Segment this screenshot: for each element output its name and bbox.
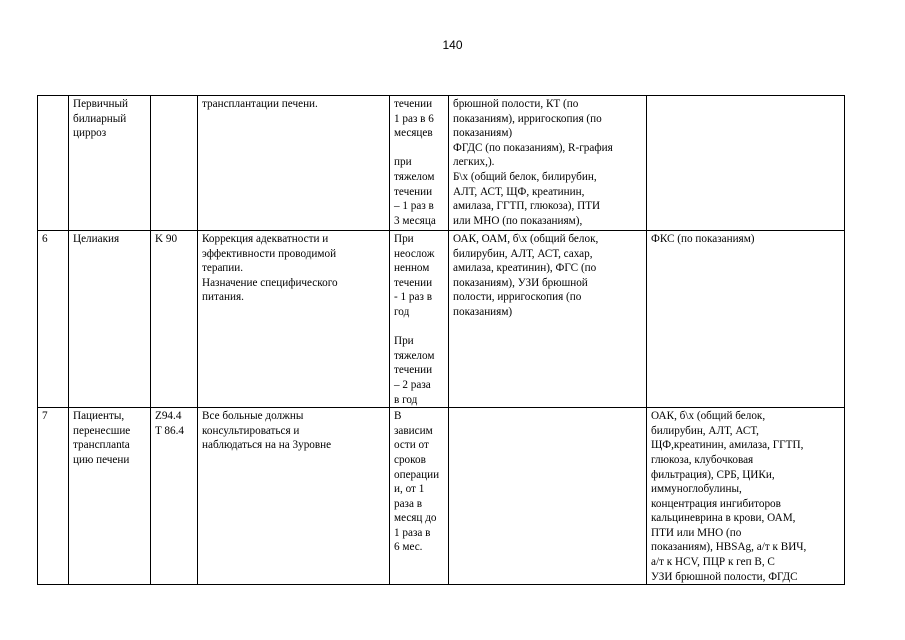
medical-observation-table: [37, 95, 845, 585]
row-number-cell: [38, 96, 69, 231]
extra-tests-cell: ФКС (по показаниям): [647, 231, 845, 408]
row-number-cell: 6: [38, 231, 69, 408]
extra-tests-cell: [647, 96, 845, 231]
row-number-cell: 7: [38, 408, 69, 585]
frequency-cell: течении 1 раз в 6 месяцев при тяжелом течении – 1 раз в 3 месяца: [390, 96, 449, 231]
icd-code-cell: [151, 96, 198, 231]
page-number: 140: [442, 38, 463, 52]
table-row: [38, 231, 845, 408]
frequency-cell: При неослож ненном течении - 1 раз в год При тяжелом течении – 2 раза в год: [390, 231, 449, 408]
extra-tests-cell: ОАК, б\х (общий белок, билирубин, АЛТ, АСТ, ЩФ,креатинин, амилаза, ГГТП, глюкоза, клубочковая фильтрация), СРБ, ЦИКи, иммуноглобулины, концентрация ингибиторов кальциневрина в крови, ОАМ, ПТИ или МНО (по показаниям), HBSAg, а/т к ВИЧ, а/т к HCV, ПЦР к геп В, С УЗИ брюшной полости, ФГДС: [647, 408, 845, 585]
tests-cell: [449, 408, 647, 585]
tests-cell: брюшной полости, КТ (по показаниям), ирригоскопия (по показаниям) ФГДС (по показаниям), R-графия легких,). Б\х (общий белок, билирубин, АЛТ, АСТ, ЩФ, креатинин, амилаза, ГГТП, глюкоза), ПТИ или МНО (по показаниям),: [449, 96, 647, 231]
icd-code-cell: Z94.4 T 86.4: [151, 408, 198, 585]
disease-cell: Целиакия: [69, 231, 151, 408]
measures-cell: Коррекция адекватности и эффективности проводимой терапии. Назначение специфического питания.: [198, 231, 390, 408]
table-row: [38, 408, 845, 585]
table-row: [38, 96, 845, 231]
tests-cell: ОАК, ОАМ, б\х (общий белок, билирубин, АЛТ, АСТ, сахар, амилаза, креатинин), ФГС (по показаниям), УЗИ брюшной полости, ирригоскопия (по показаниям): [449, 231, 647, 408]
frequency-cell: В зависим ости от сроков операции и, от 1 раза в месяц до 1 раза в 6 мес.: [390, 408, 449, 585]
measures-cell: Все больные должны консультироваться и наблюдаться на на 3уровне: [198, 408, 390, 585]
disease-cell: Пациенты, перенесшие трансплanta цию печени: [69, 408, 151, 585]
disease-cell: Первичный билиарный цирроз: [69, 96, 151, 231]
icd-code-cell: K 90: [151, 231, 198, 408]
measures-cell: трансплантации печени.: [198, 96, 390, 231]
